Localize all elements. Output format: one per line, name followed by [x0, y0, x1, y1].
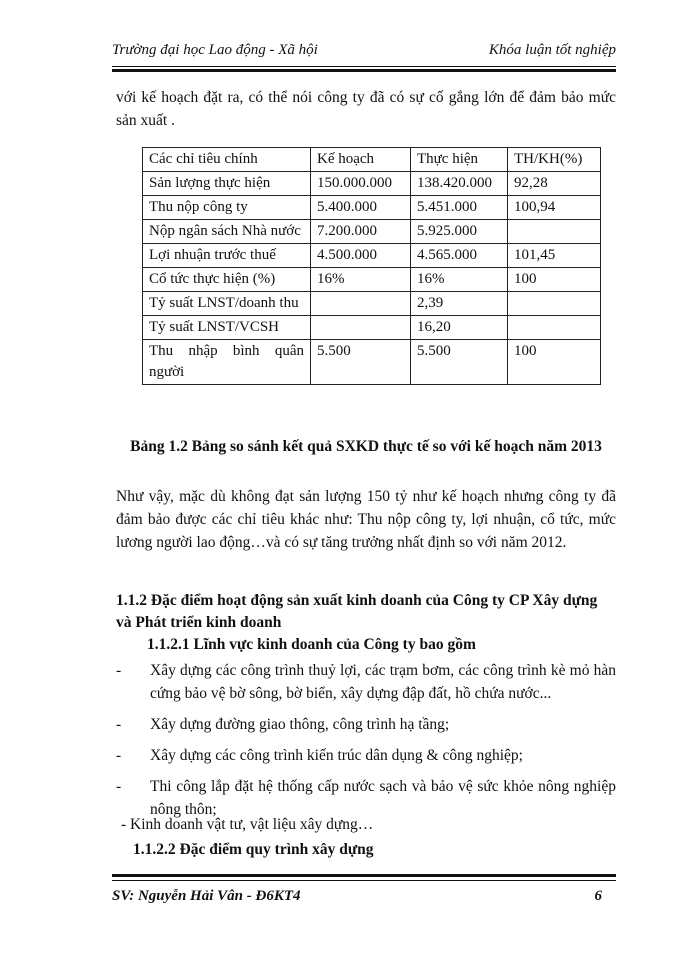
list-item	[116, 659, 616, 705]
list-item	[116, 713, 616, 736]
table-row	[143, 340, 601, 385]
section-heading-1-1-2-1: 1.1.2.1 Lĩnh vực kinh doanh của Công ty bao gồm	[147, 636, 476, 653]
footer-rule-thick	[112, 874, 616, 877]
table-cell: 150.000.000	[311, 172, 411, 196]
table-cell: 16%	[411, 268, 508, 292]
kpi-table	[142, 147, 601, 385]
header-thesis-type: Khóa luận tốt nghiệp	[488, 42, 616, 58]
table-cell: 92,28	[508, 172, 601, 196]
list-item	[116, 775, 616, 821]
table-cell: 4.565.000	[411, 244, 508, 268]
table-row	[143, 196, 601, 220]
table-row	[143, 172, 601, 196]
table-row	[143, 316, 601, 340]
bullet-dash: -	[116, 716, 122, 733]
header-university: Trường đại học Lao động - Xã hội	[112, 42, 318, 58]
table-cell: 138.420.000	[411, 172, 508, 196]
table-cell: 100	[508, 268, 601, 292]
bullet-dash: -	[116, 747, 122, 764]
table-header-cell: Kế hoạch	[311, 148, 411, 172]
table-cell: 7.200.000	[311, 220, 411, 244]
intro-paragraph: với kế hoạch đặt ra, có thể nói công ty đã có sự cố gắng lớn để đảm bảo mức sản xuất .	[116, 89, 616, 129]
table-cell	[508, 316, 601, 340]
table-header-cell: Các chỉ tiêu chính	[143, 148, 311, 172]
table-cell: Thu nộp công ty	[143, 196, 311, 220]
table-row	[143, 244, 601, 268]
table-cell: 16%	[311, 268, 411, 292]
table-cell: Tỷ suất LNST/VCSH	[143, 316, 311, 340]
table-row	[143, 220, 601, 244]
bullet-dash: -	[116, 778, 122, 795]
table-header-row	[143, 148, 601, 172]
header-rule-thick	[112, 69, 616, 72]
list-item-text: Xây dựng đường giao thông, công trình hạ tầng;	[150, 716, 450, 733]
table-header-cell: Thực hiện	[411, 148, 508, 172]
list-item-text: Xây dựng các công trình kiến trúc dân dụng & công nghiệp;	[150, 747, 523, 764]
table-cell	[508, 292, 601, 316]
table-cell: 100	[508, 340, 601, 385]
list-item	[116, 744, 616, 767]
table-cell: 16,20	[411, 316, 508, 340]
table-cell: Nộp ngân sách Nhà nước	[143, 220, 311, 244]
bullet-dash: -	[116, 662, 122, 679]
section-heading-1-1-2: 1.1.2 Đặc điểm hoạt động sản xuất kinh doanh của Công ty CP Xây dựng và Phát triển kinh doanh	[116, 592, 598, 631]
table-cell: Sản lượng thực hiện	[143, 172, 311, 196]
table-cell: 100,94	[508, 196, 601, 220]
table-cell	[508, 220, 601, 244]
footer-student: SV: Nguyễn Hải Vân - Đ6KT4	[112, 888, 301, 904]
table-cell	[311, 316, 411, 340]
list-item-text: Xây dựng các công trình thuỷ lợi, các trạm bơm, các công trình kè mỏ hàn cứng bảo vệ bờ sông, bờ biển, xây dựng đập đất, hồ chứa nước...	[150, 662, 616, 702]
table-caption: Bảng 1.2 Bảng so sánh kết quả SXKD thực tế so với kế hoạch năm 2013	[130, 438, 602, 455]
table-cell: Cổ tức thực hiện (%)	[143, 268, 311, 292]
table-cell: 5.400.000	[311, 196, 411, 220]
business-lines-list	[116, 659, 616, 829]
table-cell: 5.925.000	[411, 220, 508, 244]
table-cell	[311, 292, 411, 316]
section-heading-1-1-2-2: 1.1.2.2 Đặc điểm quy trình xây dựng	[133, 841, 374, 858]
table-row	[143, 292, 601, 316]
table-header-cell: TH/KH(%)	[508, 148, 601, 172]
list-item-trade-materials: - Kinh doanh vật tư, vật liệu xây dựng…	[121, 816, 374, 833]
page-number: 6	[594, 888, 602, 904]
table-cell: Tỷ suất LNST/doanh thu	[143, 292, 311, 316]
summary-paragraph: Như vậy, mặc dù không đạt sản lượng 150 tỷ như kế hoạch nhưng công ty đã đảm bảo được các chỉ tiêu khác như: Thu nộp công ty, lợi nhuận, cổ tức, mức lương người lao động…và có sự tăng trưởng nhất định so với năm 2012.	[116, 488, 616, 551]
table-cell: 101,45	[508, 244, 601, 268]
table-cell: Lợi nhuận trước thuế	[143, 244, 311, 268]
page-header	[112, 38, 616, 66]
list-item-text: Thi công lắp đặt hệ thống cấp nước sạch và bảo vệ sức khỏe nông nghiệp nông thôn;	[150, 778, 616, 818]
table-cell: 2,39	[411, 292, 508, 316]
table-cell: 5.500	[311, 340, 411, 385]
table-cell: 5.500	[411, 340, 508, 385]
table-cell: 5.451.000	[411, 196, 508, 220]
table-row	[143, 268, 601, 292]
footer-rule-thin	[112, 880, 616, 881]
table-cell: 4.500.000	[311, 244, 411, 268]
header-rule-thin	[112, 66, 616, 67]
table-cell: Thu nhập bình quân người	[143, 340, 311, 385]
